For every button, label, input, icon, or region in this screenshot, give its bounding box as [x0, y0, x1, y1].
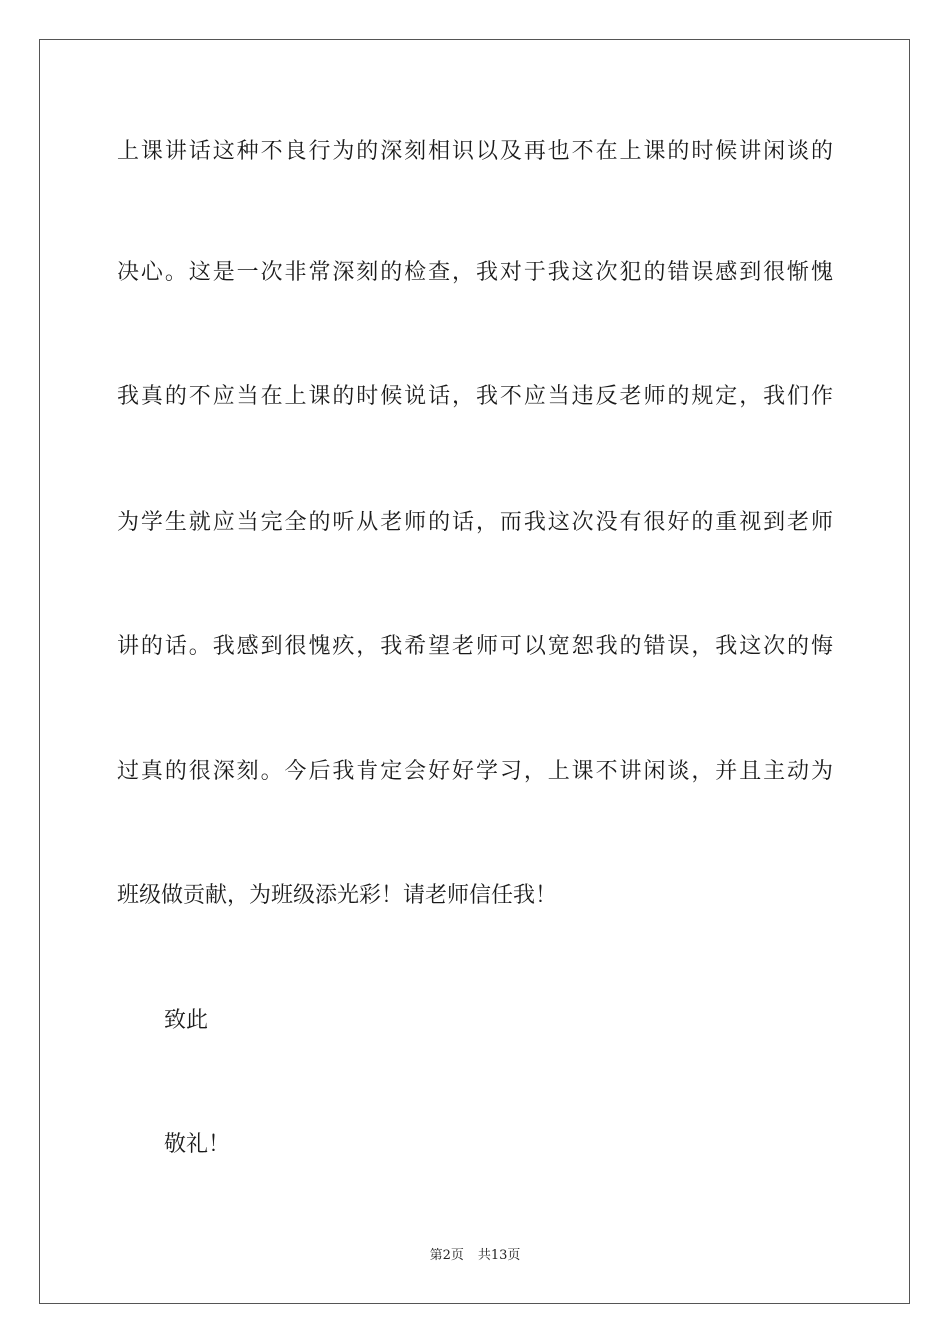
- body-line-4: 为学生就应当完全的听从老师的话，而我这次没有很好的重视到老师: [117, 510, 833, 535]
- page-border: [39, 39, 910, 1304]
- page-footer: [0, 1247, 950, 1265]
- body-line-3: 我真的不应当在上课的时候说话，我不应当违反老师的规定，我们作: [117, 384, 833, 409]
- body-line-2: 决心。这是一次非常深刻的检查，我对于我这次犯的错误感到很惭愧: [117, 260, 833, 285]
- page-number: 第2页: [429, 1248, 464, 1263]
- closing-salutation: 致此: [164, 1008, 209, 1033]
- body-line-6: 过真的很深刻。今后我肯定会好好学习，上课不讲闲谈，并且主动为: [117, 759, 833, 784]
- body-line-5: 讲的话。我感到很愧疚，我希望老师可以宽恕我的错误，我这次的悔: [117, 634, 833, 659]
- closing-regards: 敬礼！: [164, 1132, 231, 1157]
- page-total: 共13页: [477, 1248, 521, 1263]
- body-line-1: 上课讲话这种不良行为的深刻相识以及再也不在上课的时候讲闲谈的: [117, 139, 833, 164]
- body-line-7: 班级做贡献，为班级添光彩！请老师信任我！: [117, 883, 558, 908]
